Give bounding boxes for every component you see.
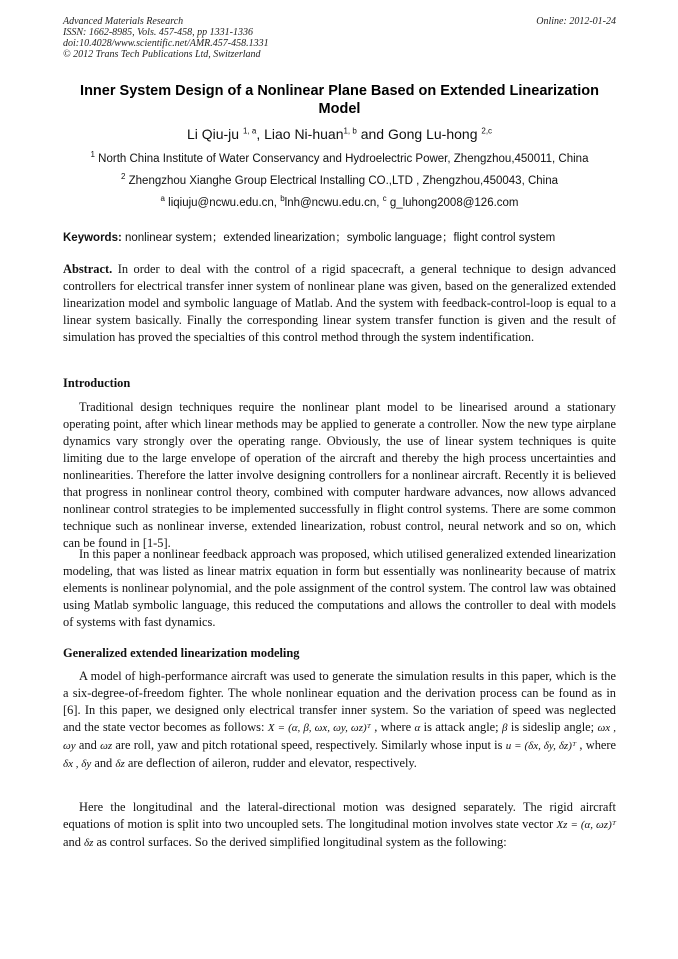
inline-equation: β xyxy=(502,722,508,734)
section-heading-introduction: Introduction xyxy=(63,376,131,390)
paragraph-text: is sideslip angle; xyxy=(507,720,598,734)
inline-equation: δx , δy xyxy=(63,758,92,770)
affiliation-1 xyxy=(63,152,616,166)
affiliation-text: North China Institute of Water Conservancy and Hydroelectric Power, Zhengzhou,450011, China xyxy=(94,153,589,165)
email-marker: a xyxy=(160,194,165,204)
author-superscript: 1, a xyxy=(242,126,257,136)
affiliation-text: Zhengzhou Xianghe Group Electrical Installing CO.,LTD , Zhengzhou,450043, China xyxy=(125,175,559,187)
inline-equation: δz xyxy=(115,758,125,770)
journal-header xyxy=(63,16,616,60)
paragraph-text: and xyxy=(63,835,84,849)
inline-equation: ωz xyxy=(100,740,113,752)
author-name: Li Qiu-ju xyxy=(186,126,240,142)
issn-line: ISSN: 1662-8985, Vols. 457-458, pp 1331-1336 xyxy=(63,27,253,38)
inline-equation: α xyxy=(414,722,421,734)
doi-line: doi:10.4028/www.scientific.net/AMR.457-458.1331 xyxy=(63,38,269,49)
inline-equation: ωx , ωy xyxy=(63,722,616,752)
abstract xyxy=(63,261,616,346)
email-list xyxy=(63,196,616,210)
paragraph-text: as control surfaces. So the derived simplified longitudinal system as the following: xyxy=(93,835,507,849)
email-link[interactable]: liqiuju@ncwu.edu.cn, xyxy=(164,197,281,209)
affiliation-2 xyxy=(63,174,616,188)
inline-equation: Xz = (α, ωz)ᵀ xyxy=(556,819,616,831)
paragraph-text: and xyxy=(91,756,116,770)
email-marker: b xyxy=(280,194,285,204)
author-name: and Gong Lu-hong xyxy=(356,126,478,142)
keywords-label: Keywords: xyxy=(63,232,122,244)
keywords-text: nonlinear system；extended linearization；symbolic language；flight control system xyxy=(121,232,556,244)
email-marker: c xyxy=(382,194,387,204)
paragraph-text: Here the longitudinal and the lateral-directional motion was designed separately. The rigid aircraft equations of motion is split into two uncoupled sets. The longitudinal motion involves state vector xyxy=(63,800,616,831)
abstract-label: Abstract. xyxy=(63,262,113,276)
inline-equation: δz xyxy=(84,837,94,849)
inline-equation: u = (δx, δy, δz)ᵀ xyxy=(505,740,577,752)
paragraph-text: , where xyxy=(576,738,617,752)
journal-name: Advanced Materials Research xyxy=(63,16,184,27)
paragraph-text: A model of high-performance aircraft was used to generate the simulation results in this paper, which is the a six-degree-of-freedom fighter. The whole nonlinear equation and the derivation process can be found as in [6]. In this paper, we designed only electrical transfer inner system. So the variation of speed was neglected and the state vector becomes as follows: xyxy=(63,669,616,734)
generalized-paragraph-1 xyxy=(63,668,616,773)
paper-title: Inner System Design of a Nonlinear Plane Based on Extended Linearization Model xyxy=(80,83,599,117)
keywords xyxy=(63,231,616,245)
abstract-text: In order to deal with the control of a rigid spacecraft, a general technique to design advanced controllers for electrical transfer inner system of nonlinear plane was given, based on the generalized extended linearization model and symbolic language of Matlab. And the system with feedback-control-loop is equal to a linear system basically. Finally the corresponding linear system transfer function is given and the result of simulation has proved the specialties of this control method through the system indentification. xyxy=(63,262,616,344)
author-list xyxy=(63,125,616,143)
paragraph-text: are deflection of aileron, rudder and elevator, respectively. xyxy=(124,756,417,770)
affiliation-marker: 2 xyxy=(120,172,126,182)
paragraph-text: and xyxy=(75,738,101,752)
intro-paragraph-2: In this paper a nonlinear feedback approach was proposed, which utilised generalized extended linearization modeling, that was listed as linear matrix equation in form but essentially was nonlinearity because of matrix elements is nonlinear polynomial, and the pole assignment of the control system. The control law was obtained using Matlab symbolic language, this reduced the computations and allows the controller to deal with models of systems with fast dynamics. xyxy=(63,547,616,629)
paragraph-text: are roll, yaw and pitch rotational speed, respectively. Similarly whose input is xyxy=(112,738,506,752)
section-heading-generalized: Generalized extended linearization modeling xyxy=(63,646,300,660)
paragraph-text: , where xyxy=(370,720,415,734)
author-superscript: 1, b xyxy=(343,126,357,136)
author-superscript: 2,c xyxy=(481,126,493,136)
intro-paragraph-1: Traditional design techniques require the nonlinear plant model to be linearised around a stationary operating point, after which linear methods may be applied to generate a controller. Now the new type airplane dynamics vary strongly over the operating range. Obviously, the use of linear system techniques is quite limiting due to the large envelope of operation of the aircraft and thereby the high process uncertainties and nonlinearities. Therefore the latter involve designing controllers for a nonlinear aircraft. Recently it is believed that progress in nonlinear control theory, combined with computer hardware advances, now allows advanced nonlinear control strategies to be implemented successfully in flight control systems. There are some common technique such as nonlinear inverse, extended linearization, robust control, neural network and so on, which can be found in [1-5]. xyxy=(63,400,616,550)
copyright-line: © 2012 Trans Tech Publications Ltd, Switzerland xyxy=(63,49,261,60)
generalized-paragraph-2 xyxy=(63,799,616,852)
author-separator: , Liao Ni-huan xyxy=(256,126,344,142)
email-link[interactable]: lnh@ncwu.edu.cn, xyxy=(284,197,383,209)
paragraph-text: is attack angle; xyxy=(420,720,503,734)
email-link[interactable]: g_luhong2008@126.com xyxy=(386,197,519,209)
online-date: Online: 2012-01-24 xyxy=(536,16,616,27)
affiliation-marker: 1 xyxy=(90,150,95,160)
inline-equation: X = (α, β, ωx, ωy, ωz)ᵀ xyxy=(267,722,371,734)
